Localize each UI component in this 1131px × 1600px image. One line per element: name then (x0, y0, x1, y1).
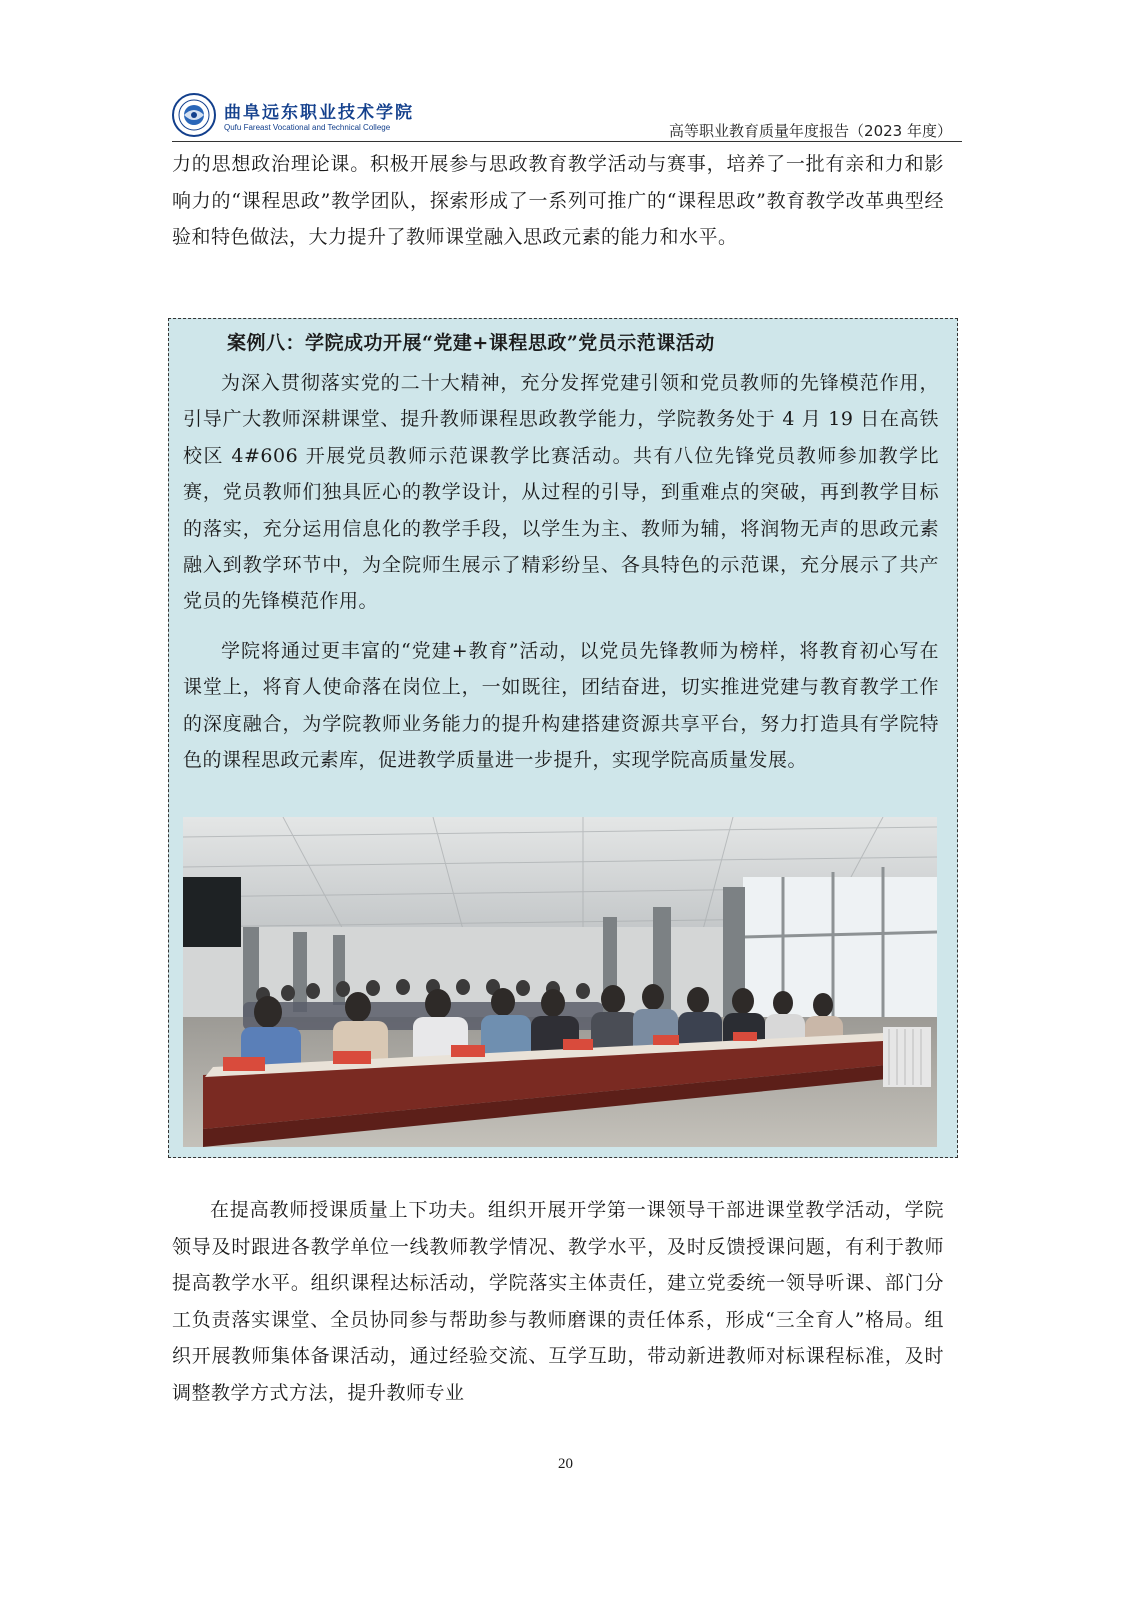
case-title: 案例八：学院成功开展“党建+课程思政”党员示范课活动 (227, 332, 715, 354)
meeting-room-photo (183, 817, 937, 1147)
report-title: 高等职业教育质量年度报告（2023 年度） (669, 122, 952, 140)
case-paragraph-1: 为深入贯彻落实党的二十大精神，充分发挥党建引领和党员教师的先锋模范作用，引导广大教师深耕课堂、提升教师课程思政教学能力，学院教务处于 4 月 19 日在高铁校区 4#606 开展党员教师示范课教学比赛活动。共有八位先锋党员教师参加教学比赛，党员教师们独具匠心的教学设计，从过程的引导，到重难点的突破，再到教学目标的落实，充分运用信息化的教学手段，以学生为主、教师为辅，将润物无声的思政元素融入到教学环节中，为全院师生展示了精彩纷呈、各具特色的示范课，充分展示了共产党员的先锋模范作用。 (183, 372, 939, 613)
body-paragraph-1: 力的思想政治理论课。积极开展参与思政教育教学活动与赛事，培养了一批有亲和力和影响力的“课程思政”教学团队，探索形成了一系列可推广的“课程思政”教育教学改革典型经验和特色做法，大力提升了教师课堂融入思政元素的能力和水平。 (172, 153, 944, 248)
college-name-en: Qufu Fareast Vocational and Technical College (224, 123, 391, 132)
page-header (172, 90, 962, 142)
header-divider (172, 141, 962, 142)
body-paragraph-2: 在提高教师授课质量上下功夫。组织开展开学第一课领导干部进课堂教学活动，学院领导及时跟进各教学单位一线教师教学情况、教学水平，及时反馈授课问题，有利于教师提高教学水平。组织课程达标活动，学院落实主体责任，建立党委统一领导听课、部门分工负责落实课堂、全员协同参与帮助参与教师磨课的责任体系，形成“三全育人”格局。组织开展教师集体备课活动，通过经验交流、互学互助，带动新进教师对标课程标准，及时调整教学方式方法，提升教师专业 (172, 1199, 944, 1404)
college-seal-icon (172, 93, 216, 137)
case-study-box (168, 318, 958, 1158)
college-name-cn: 曲阜远东职业技术学院 (224, 103, 414, 123)
case-paragraph-2: 学院将通过更丰富的“党建+教育”活动，以党员先锋教师为榜样，将教育初心写在课堂上，将育人使命落在岗位上，一如既往，团结奋进，切实推进党建与教育教学工作的深度融合，为学院教师业务能力的提升构建搭建资源共享平台，努力打造具有学院特色的课程思政元素库，促进教学质量进一步提升，实现学院高质量发展。 (183, 640, 939, 772)
page-number: 20 (558, 1456, 573, 1472)
